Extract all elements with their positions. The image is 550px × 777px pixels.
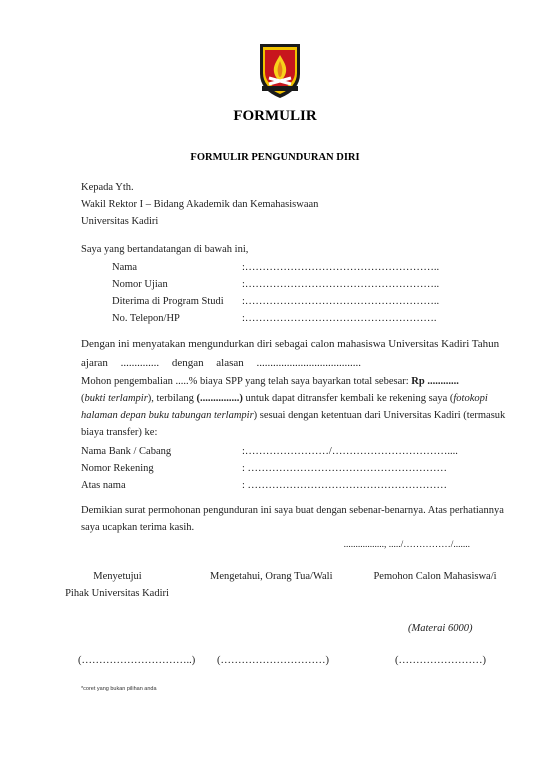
form-subtitle: FORMULIR PENGUNDURAN DIRI [190,152,360,163]
field-label-nama: Nama [112,262,138,273]
refund-line-3 [81,410,505,421]
field-label-program-studi: Diterima di Program Studi [112,296,224,307]
addressee-line-2: Wakil Rektor I – Bidang Akademik dan Kemahasiswaan [81,199,319,210]
signature-left-subtitle: Pihak Universitas Kadiri [65,588,169,599]
paren-open: ( [81,393,85,404]
closing-line-1: Demikian surat permohonan pengunduran ini saya buat dengan sebenar-benarnya. Atas perhatiannya [81,505,504,516]
bank-label-holder: Atas nama [81,480,126,491]
signature-middle-title: Mengetahui, Orang Tua/Wali [210,571,333,582]
statement-blank-reason[interactable]: ...................................... [256,357,361,369]
statement-blank-year[interactable]: .............. [120,357,160,369]
addressee-line-3: Universitas Kadiri [81,216,159,227]
proof-attached-text: bukti terlampir [84,393,148,404]
university-logo [256,40,304,100]
footnote: *coret yang bukan pilihan anda [81,686,157,692]
signature-left-line[interactable]: (…………………………..) [78,655,196,666]
addressee-line-1: Kepada Yth. [81,182,134,193]
field-blank-telepon[interactable]: :………………………………………………. [242,313,437,324]
refund-amount[interactable]: Rp ............ [411,376,459,387]
statement-line-2 [81,357,361,369]
bank-book-text: halaman depan buku tabungan terlampir [81,410,254,421]
refund-line-1 [81,376,459,387]
field-label-nomor-ujian: Nomor Ujian [112,279,168,290]
terms-text: ) sesuai dengan ketentuan dari Universitas Kadiri (termasuk [253,410,506,421]
fotokopi-text: fotokopi [453,393,488,404]
bank-label-account: Nomor Rekening [81,463,154,474]
date-place-line[interactable]: ................., ...../……………/....... [343,540,470,550]
transfer-text: untuk dapat ditransfer kembali ke rekening saya ( [245,393,454,404]
bank-label-name: Nama Bank / Cabang [81,446,172,457]
bank-blank-account[interactable]: : ………………………………………………… [242,463,448,474]
terbilang-text: ), terbilang [147,393,194,404]
statement-word-ajaran: ajaran [81,357,108,369]
bank-blank-name[interactable]: :……………………/…………………………….... [242,446,458,457]
intro-text: Saya yang bertandatangan di bawah ini, [81,244,249,255]
page-title: FORMULIR [233,108,317,124]
bank-blank-holder[interactable]: : ………………………………………………… [242,480,448,491]
signature-right-line[interactable]: (……………………) [395,655,486,666]
refund-text-1: Mohon pengembalian .....% biaya SPP yang telah saya bayarkan total sebesar: [81,376,409,387]
refund-line-4: biaya transfer) ke: [81,427,158,438]
field-blank-nama[interactable]: :……………………………………………….. [242,262,440,273]
terbilang-blank[interactable]: (...............) [196,393,243,404]
statement-word-dengan: dengan [171,357,204,369]
materai-note: (Materai 6000) [408,623,473,634]
signature-middle-line[interactable]: (…………………………) [217,655,329,666]
field-label-telepon: No. Telepon/HP [112,313,180,324]
field-blank-program-studi[interactable]: :……………………………………………….. [242,296,440,307]
signature-left-title: Menyetujui [93,571,142,582]
field-blank-nomor-ujian[interactable]: :……………………………………………….. [242,279,440,290]
refund-line-2 [81,393,488,404]
signature-right-title: Pemohon Calon Mahasiswa/i [373,571,497,582]
statement-word-alasan: alasan [216,357,244,369]
statement-line-1: Dengan ini menyatakan mengundurkan diri sebagai calon mahasiswa Universitas Kadiri Tahun [81,338,500,350]
closing-line-2: saya ucapkan terima kasih. [81,522,195,533]
